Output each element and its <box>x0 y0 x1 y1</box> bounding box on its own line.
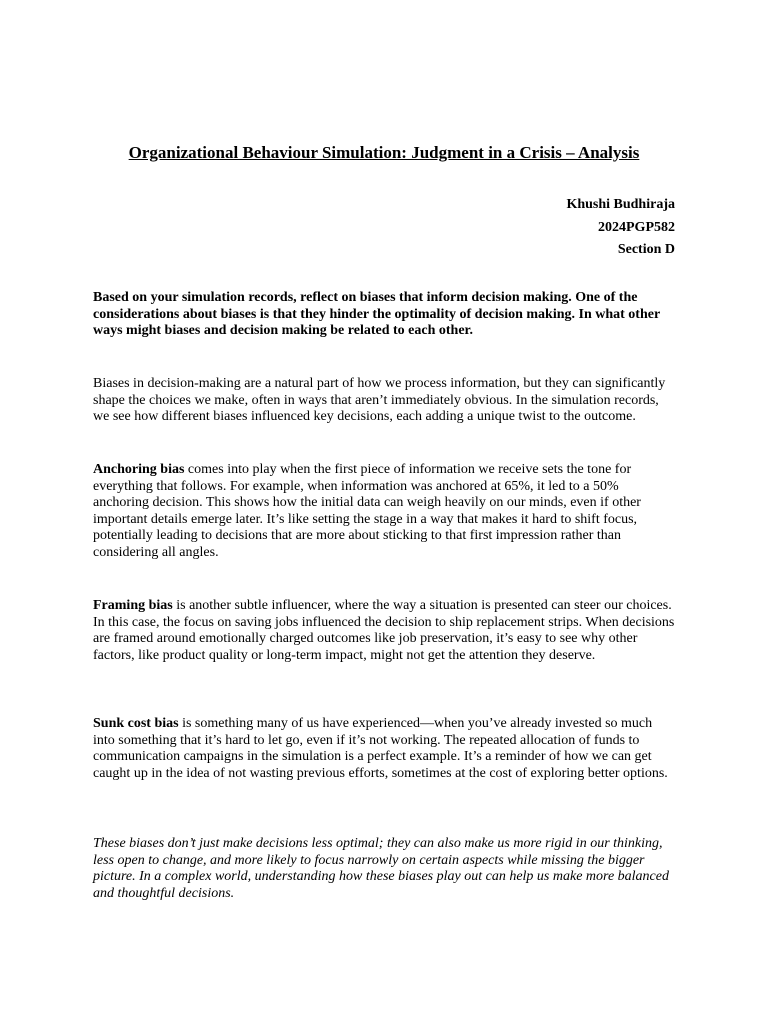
sunk-cost-bias-term: Sunk cost bias <box>93 716 179 731</box>
anchoring-bias-paragraph <box>93 462 675 562</box>
sunk-cost-bias-paragraph <box>93 716 675 782</box>
framing-bias-text: is another subtle influencer, where the way a situation is presented can steer our choices. In this case, the focus on saving jobs influenced the decision to ship replacement strips. When decisions are framed around emotionally charged outcomes like job preservation, it’s easy to see why other factors, like product quality or long-term impact, might not get the attention they deserve. <box>93 598 675 663</box>
framing-bias-term: Framing bias <box>93 598 173 613</box>
conclusion-paragraph: These biases don’t just make decisions less optimal; they can also make us more rigid in our thinking, less open to change, and more likely to focus narrowly on certain aspects while missing the bigger picture. In a complex world, understanding how these biases play out can help us make more balanced and thoughtful decisions. <box>93 836 669 901</box>
intro-paragraph: Biases in decision-making are a natural part of how we process information, but they can significantly shape the choices we make, often in ways that aren’t immediately obvious. In the simulation records, we see how different biases influenced key decisions, each adding a unique twist to the outcome. <box>93 376 666 425</box>
document-title: Organizational Behaviour Simulation: Judgment in a Crisis – Analysis <box>128 143 640 162</box>
question-paragraph: Based on your simulation records, reflect on biases that inform decision making. One of the considerations about biases is that they hinder the optimality of decision making. In what other ways might biases and decision making be related to each other. <box>93 290 660 339</box>
sunk-cost-bias-text: is something many of us have experienced—when you’ve already invested so much into something that it’s hard to let go, even if it’s not working. The repeated allocation of funds to communication campaigns in the simulation is a perfect example. It’s a reminder of how we can get caught up in the idea of not wasting previous efforts, sometimes at the cost of exploring better options. <box>93 716 668 781</box>
author-block <box>566 194 675 262</box>
author-roll-number: 2024PGP582 <box>598 219 675 235</box>
author-name: Khushi Budhiraja <box>566 197 675 212</box>
anchoring-bias-term: Anchoring bias <box>93 462 185 477</box>
anchoring-bias-text: comes into play when the first piece of information we receive sets the tone for everything that follows. For example, when information was anchored at 65%, it led to a 50% anchoring decision. This shows how the initial data can weigh heavily on our minds, even if other important details emerge later. It’s like setting the stage in a way that makes it hard to shift focus, potentially leading to decisions that are more about sticking to that first impression rather than considering all angles. <box>93 462 641 560</box>
framing-bias-paragraph <box>93 598 675 664</box>
author-section: Section D <box>617 242 675 257</box>
